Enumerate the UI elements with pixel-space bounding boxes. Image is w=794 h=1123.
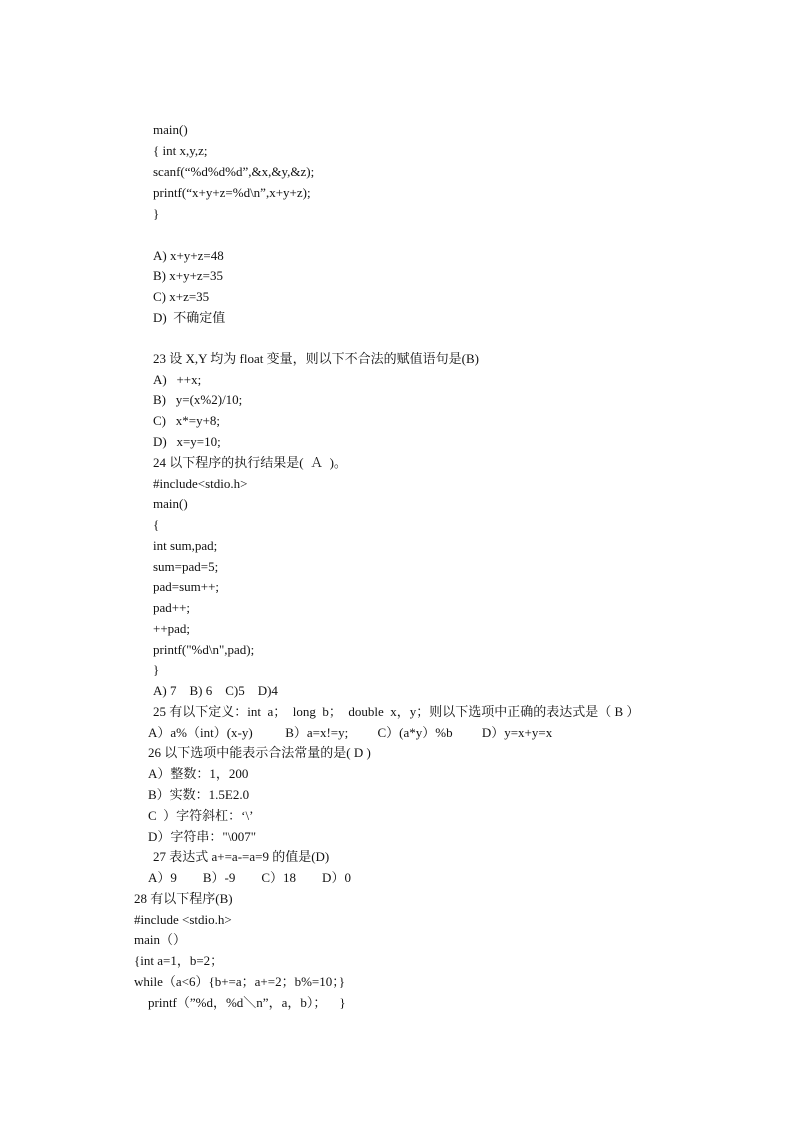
- question-24-post-increment: pad=sum++;: [153, 579, 220, 594]
- question-26-option-a: A）整数：1，200: [148, 766, 249, 781]
- question-24-options: A) 7 B) 6 C)5 D)4: [153, 683, 278, 698]
- question-26-option-b: B）实数：1.5E2.0: [148, 787, 250, 802]
- question-24: 24 以下程序的执行结果是( Ａ )。: [153, 455, 347, 470]
- code-main-signature: main(): [153, 122, 188, 137]
- question-23: 23 设 X,Y 均为 float 变量，则以下不合法的赋值语句是(B): [153, 351, 479, 366]
- answer-option-c: C) x+z=35: [153, 289, 210, 304]
- question-24-assignment: sum=pad=5;: [153, 559, 219, 574]
- question-28-printf: printf（”%d，%d＼n”，a，b）； }: [148, 995, 346, 1010]
- question-24-pad-increment: pad++;: [153, 600, 191, 615]
- answer-option-b: B) x+y+z=35: [153, 268, 224, 283]
- question-24-printf: printf("%d\n",pad);: [153, 642, 255, 657]
- question-26: 26 以下选项中能表示合法常量的是( D ): [148, 745, 371, 760]
- question-23-option-a: A) ++x;: [153, 372, 202, 387]
- code-scanf: scanf(“%d%d%d”,&x,&y,&z);: [153, 164, 315, 179]
- question-23-option-d: D) x=y=10;: [153, 434, 221, 449]
- code-variable-declaration: { int x,y,z;: [153, 143, 208, 158]
- question-26-option-c: C ）字符斜杠：‘\’: [148, 808, 254, 823]
- question-24-pre-increment: ++pad;: [153, 621, 191, 636]
- code-closing-brace: }: [153, 206, 160, 221]
- question-23-option-c: C) x*=y+8;: [153, 413, 221, 428]
- question-25-options: A）a%（int）(x-y) B）a=x!=y; C）(a*y）%b D）y=x+y=x: [148, 725, 553, 740]
- question-27: 27 表达式 a+=a-=a=9 的值是(D): [153, 849, 330, 864]
- question-28: 28 有以下程序(B): [134, 891, 233, 906]
- answer-option-d: D) 不确定值: [153, 310, 226, 325]
- question-24-opening-brace: {: [153, 517, 160, 532]
- answer-option-a: A) x+y+z=48: [153, 248, 224, 263]
- question-28-declaration: {int a=1，b=2；: [134, 953, 224, 968]
- question-28-while-loop: while（a<6）{b+=a；a+=2；b%=10；}: [134, 974, 345, 989]
- question-28-main: main（）: [134, 932, 186, 947]
- question-26-option-d: D）字符串："\007": [148, 829, 257, 844]
- question-23-option-b: B) y=(x%2)/10;: [153, 392, 243, 407]
- question-24-main: main(): [153, 496, 188, 511]
- question-25: 25 有以下定义：int a； long b； double x，y；则以下选项中正确的表达式是（ B ）: [153, 704, 640, 719]
- code-printf: printf(“x+y+z=%d\n”,x+y+z);: [153, 185, 311, 200]
- question-24-declaration: int sum,pad;: [153, 538, 218, 553]
- question-24-closing-brace: }: [153, 662, 160, 677]
- question-27-options: A）9 B）-9 C）18 D）0: [148, 870, 351, 885]
- question-24-include: #include<stdio.h>: [153, 476, 248, 491]
- question-28-include: #include <stdio.h>: [134, 912, 232, 927]
